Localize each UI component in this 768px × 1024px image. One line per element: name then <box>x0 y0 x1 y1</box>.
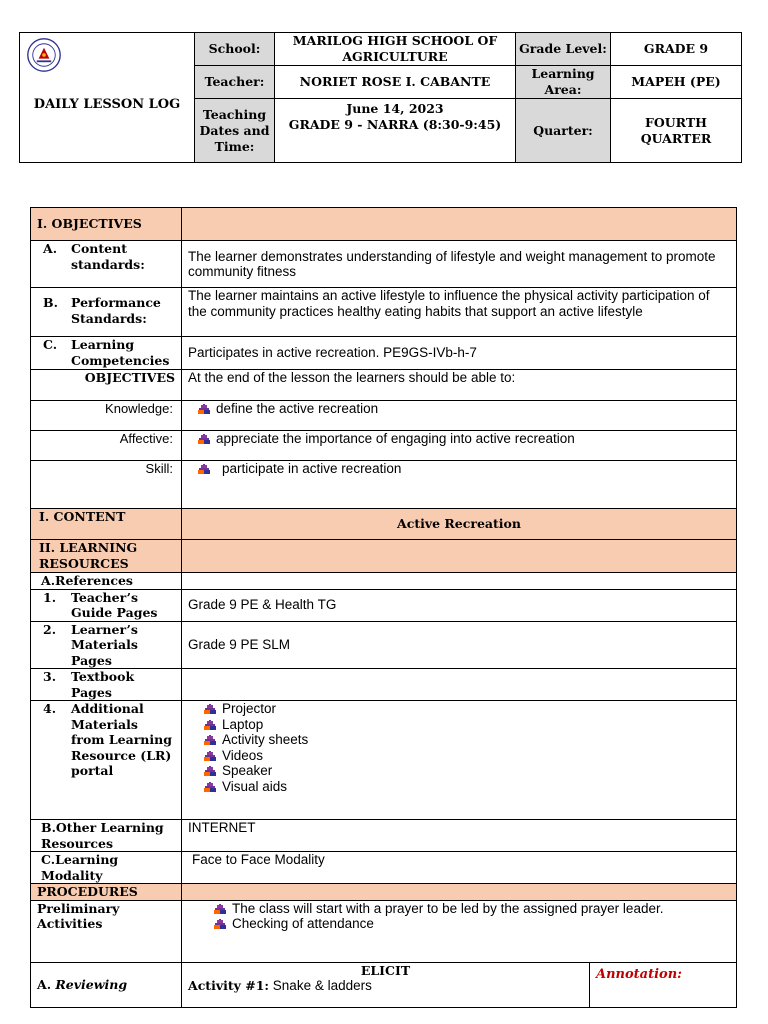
dates-value <box>275 99 516 163</box>
list-num: 3. <box>43 669 57 684</box>
list-item-text: Laptop <box>222 716 264 732</box>
bullet-icon <box>204 735 216 745</box>
section-time-line: GRADE 9 - NARRA (8:30-9:45) <box>288 117 502 132</box>
other-resources-label: B.Other Learning Resources <box>31 820 182 852</box>
list-item <box>200 701 730 717</box>
affective-label: Affective: <box>31 431 182 461</box>
list-item-text: The class will start with a prayer to be led by the assigned prayer leader. <box>232 900 664 916</box>
list-item-text: Checking of attendance <box>232 916 374 931</box>
objectives-label: OBJECTIVES <box>31 370 182 401</box>
content-standards-label <box>31 241 182 288</box>
additional-materials-label <box>31 701 182 820</box>
textbook-pages-label <box>31 669 182 701</box>
list-num: A. <box>37 976 52 992</box>
learning-modality-value: Face to Face Modality <box>182 852 737 884</box>
label-text: Performance Standards: <box>71 295 161 326</box>
list-item <box>210 901 730 917</box>
content-standards-text: The learner demonstrates understanding of lifestyle and weight management to promote community fitness <box>182 241 737 288</box>
school-value: MARILOG HIGH SCHOOL OF AGRICULTURE <box>275 33 516 66</box>
content-value: Active Recreation <box>182 509 737 540</box>
list-item-text: Videos <box>222 747 264 763</box>
learning-competencies-text: Participates in active recreation. PE9GS-IVb-h-7 <box>182 337 737 370</box>
quarter-label: Quarter: <box>516 99 611 163</box>
list-item <box>210 916 730 932</box>
bullet-icon <box>204 782 216 792</box>
teachers-guide-label <box>31 589 182 621</box>
affective-text: appreciate the importance of engaging into active recreation <box>216 431 575 446</box>
skill-label: Skill: <box>31 461 182 509</box>
activity-text: Snake & ladders <box>272 978 372 993</box>
list-item <box>194 401 730 417</box>
content-heading: I. CONTENT <box>31 509 182 540</box>
list-item <box>200 732 730 748</box>
school-label: School: <box>195 33 275 66</box>
references-value <box>182 573 737 590</box>
learners-materials-label <box>31 621 182 669</box>
activity-line <box>188 978 583 994</box>
document-title: DAILY LESSON LOG <box>33 96 181 112</box>
bullet-icon <box>214 904 226 914</box>
list-num: 4. <box>43 701 57 716</box>
bullet-icon <box>204 751 216 761</box>
quarter-value: FOURTH QUARTER <box>611 99 742 163</box>
objectives-intro-text: At the end of the lesson the learners should be able to: <box>182 370 737 401</box>
area-value: MAPEH (PE) <box>611 66 742 99</box>
procedures-fill <box>182 884 737 901</box>
reviewing-label <box>31 962 182 1007</box>
knowledge-objective <box>182 401 737 431</box>
learning-resources-heading: II. LEARNING RESOURCES <box>31 540 182 573</box>
knowledge-label: Knowledge: <box>31 401 182 431</box>
list-item-text: Speaker <box>222 763 273 778</box>
preliminary-list <box>210 901 730 932</box>
grade-label: Grade Level: <box>516 33 611 66</box>
bullet-icon <box>204 720 216 730</box>
additional-materials-list <box>182 701 737 820</box>
label-text: Additional Materials from Learning Resource (LR) portal <box>71 701 172 778</box>
date-line: June 14, 2023 <box>346 101 444 116</box>
references-label: A.References <box>31 573 182 590</box>
teacher-value: NORIET ROSE I. CABANTE <box>275 66 516 99</box>
label-text: Learner’s Materials Pages <box>71 621 138 668</box>
performance-standards-text: The learner maintains an active lifestyle to influence the physical activity participation of the community practices healthy eating habits that support an active lifestyle <box>182 288 737 337</box>
list-item <box>200 763 730 779</box>
list-item-text: Visual aids <box>222 778 288 794</box>
bullet-icon <box>198 464 210 474</box>
dates-label: Teaching Dates and Time: <box>195 99 275 163</box>
objectives-heading-fill <box>182 208 737 241</box>
label-text: Reviewing <box>55 976 128 992</box>
header-title-cell <box>20 33 195 163</box>
label-text: Textbook Pages <box>71 669 135 700</box>
lesson-table <box>30 207 737 1008</box>
list-item <box>200 717 730 733</box>
activity-label: Activity #1: <box>188 978 270 993</box>
list-item <box>194 431 730 447</box>
materials-list <box>200 701 730 794</box>
annotation-cell <box>590 962 737 1007</box>
bullet-icon <box>204 704 216 714</box>
other-resources-value: INTERNET <box>182 820 737 852</box>
bullet-icon <box>198 404 210 414</box>
affective-objective <box>182 431 737 461</box>
list-item <box>200 748 730 764</box>
bullet-icon <box>204 766 216 776</box>
label-text: Content standards: <box>71 241 145 272</box>
skill-objective <box>182 461 737 509</box>
knowledge-text: define the active recreation <box>216 401 379 416</box>
label-text: Learning Competencies <box>71 337 170 368</box>
preliminary-activities-list <box>182 900 737 962</box>
performance-standards-label <box>31 288 182 337</box>
learning-resources-fill <box>182 540 737 573</box>
learners-materials-value: Grade 9 PE SLM <box>182 621 737 669</box>
grade-value: GRADE 9 <box>611 33 742 66</box>
list-item-text: Activity sheets <box>222 732 309 747</box>
header-table <box>19 32 742 163</box>
teacher-label: Teacher: <box>195 66 275 99</box>
list-num: 2. <box>43 621 57 637</box>
bullet-icon <box>198 434 210 444</box>
learning-competencies-label <box>31 337 182 370</box>
teachers-guide-value: Grade 9 PE & Health TG <box>182 589 737 621</box>
label-text: Teacher’s Guide Pages <box>71 589 158 620</box>
textbook-pages-value <box>182 669 737 701</box>
reviewing-activity <box>182 962 590 1007</box>
list-num: A. <box>43 241 58 256</box>
annotation-label: Annotation: <box>596 966 682 982</box>
list-item <box>200 779 730 795</box>
list-num: C. <box>43 337 58 352</box>
skill-text: participate in active recreation <box>222 461 402 476</box>
list-num: B. <box>43 295 58 310</box>
list-item-text: Projector <box>222 701 277 716</box>
preliminary-activities-label: Preliminary Activities <box>31 900 182 962</box>
elicit-heading: ELICIT <box>360 962 411 978</box>
list-num: 1. <box>43 589 57 605</box>
bullet-icon <box>214 919 226 929</box>
objectives-heading: I. OBJECTIVES <box>31 208 182 241</box>
area-label: Learning Area: <box>516 66 611 99</box>
learning-modality-label: C.Learning Modality <box>31 852 182 884</box>
list-item <box>194 461 730 477</box>
procedures-heading: PROCEDURES <box>31 884 182 901</box>
deped-seal-icon <box>26 37 62 73</box>
